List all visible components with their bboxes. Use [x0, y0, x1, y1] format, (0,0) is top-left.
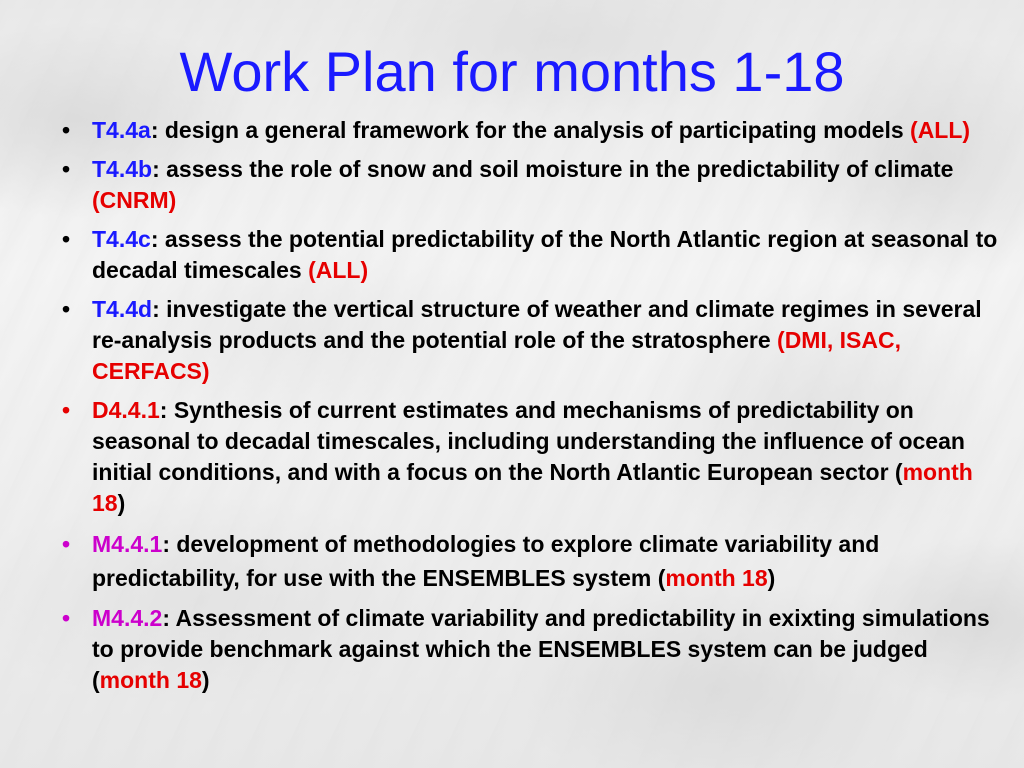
task-code: T4.4b [92, 156, 153, 182]
list-item-t44d [56, 294, 1006, 387]
bullet-icon: • [61, 226, 71, 252]
bullet-icon: • [61, 605, 71, 631]
list-item-m442 [56, 603, 1006, 696]
item-deadline: month 18 [665, 565, 768, 591]
item-suffix: ) [767, 565, 776, 591]
list-item-t44a [56, 115, 1006, 146]
item-suffix: ) [117, 490, 126, 516]
deliverable-code: D4.4.1 [92, 397, 160, 423]
bullet-icon: • [61, 397, 71, 423]
item-text: : investigate the vertical structure of weather and climate regimes in several re-analysis products and the potential role of the stratosphere [92, 296, 982, 353]
task-code: T4.4a [92, 117, 151, 143]
list-item-m441 [56, 527, 1006, 595]
bullet-icon: • [61, 156, 71, 182]
task-code: T4.4d [92, 296, 153, 322]
work-plan-list [56, 115, 1006, 704]
item-owner: (DMI, ISAC, CERFACS) [92, 327, 901, 384]
item-deadline: month 18 [99, 667, 202, 693]
milestone-code: M4.4.1 [92, 531, 163, 557]
item-text: : Synthesis of current estimates and mechanisms of predictability on seasonal to decadal timescales, including understanding the influence of ocean initial conditions, and with a focus on the North Atlantic European sector ( [92, 397, 965, 485]
item-deadline: month 18 [92, 459, 973, 516]
item-owner: (CNRM) [92, 187, 177, 213]
item-text: : design a general framework for the analysis of participating models [150, 117, 911, 143]
bullet-icon: • [61, 531, 71, 557]
list-item-t44b [56, 154, 1006, 216]
item-text: : development of methodologies to explore climate variability and predictability, for use with the ENSEMBLES system ( [92, 531, 880, 591]
list-item-d441 [56, 395, 1006, 519]
slide-title: Work Plan for months 1-18 [179, 40, 845, 103]
item-owner: (ALL) [308, 257, 369, 283]
item-suffix: ) [201, 667, 210, 693]
item-owner: (ALL) [910, 117, 971, 143]
item-text: : assess the role of snow and soil moisture in the predictability of climate [152, 156, 954, 182]
bullet-icon: • [61, 296, 71, 322]
item-text: : Assessment of climate variability and predictability in exixting simulations to provide benchmark against which the ENSEMBLES system can be judged ( [92, 605, 990, 693]
milestone-code: M4.4.2 [92, 605, 163, 631]
bullet-icon: • [61, 117, 71, 143]
list-item-t44c [56, 224, 1006, 286]
task-code: T4.4c [92, 226, 151, 252]
item-text: : assess the potential predictability of the North Atlantic region at seasonal to decadal timescales [92, 226, 998, 283]
